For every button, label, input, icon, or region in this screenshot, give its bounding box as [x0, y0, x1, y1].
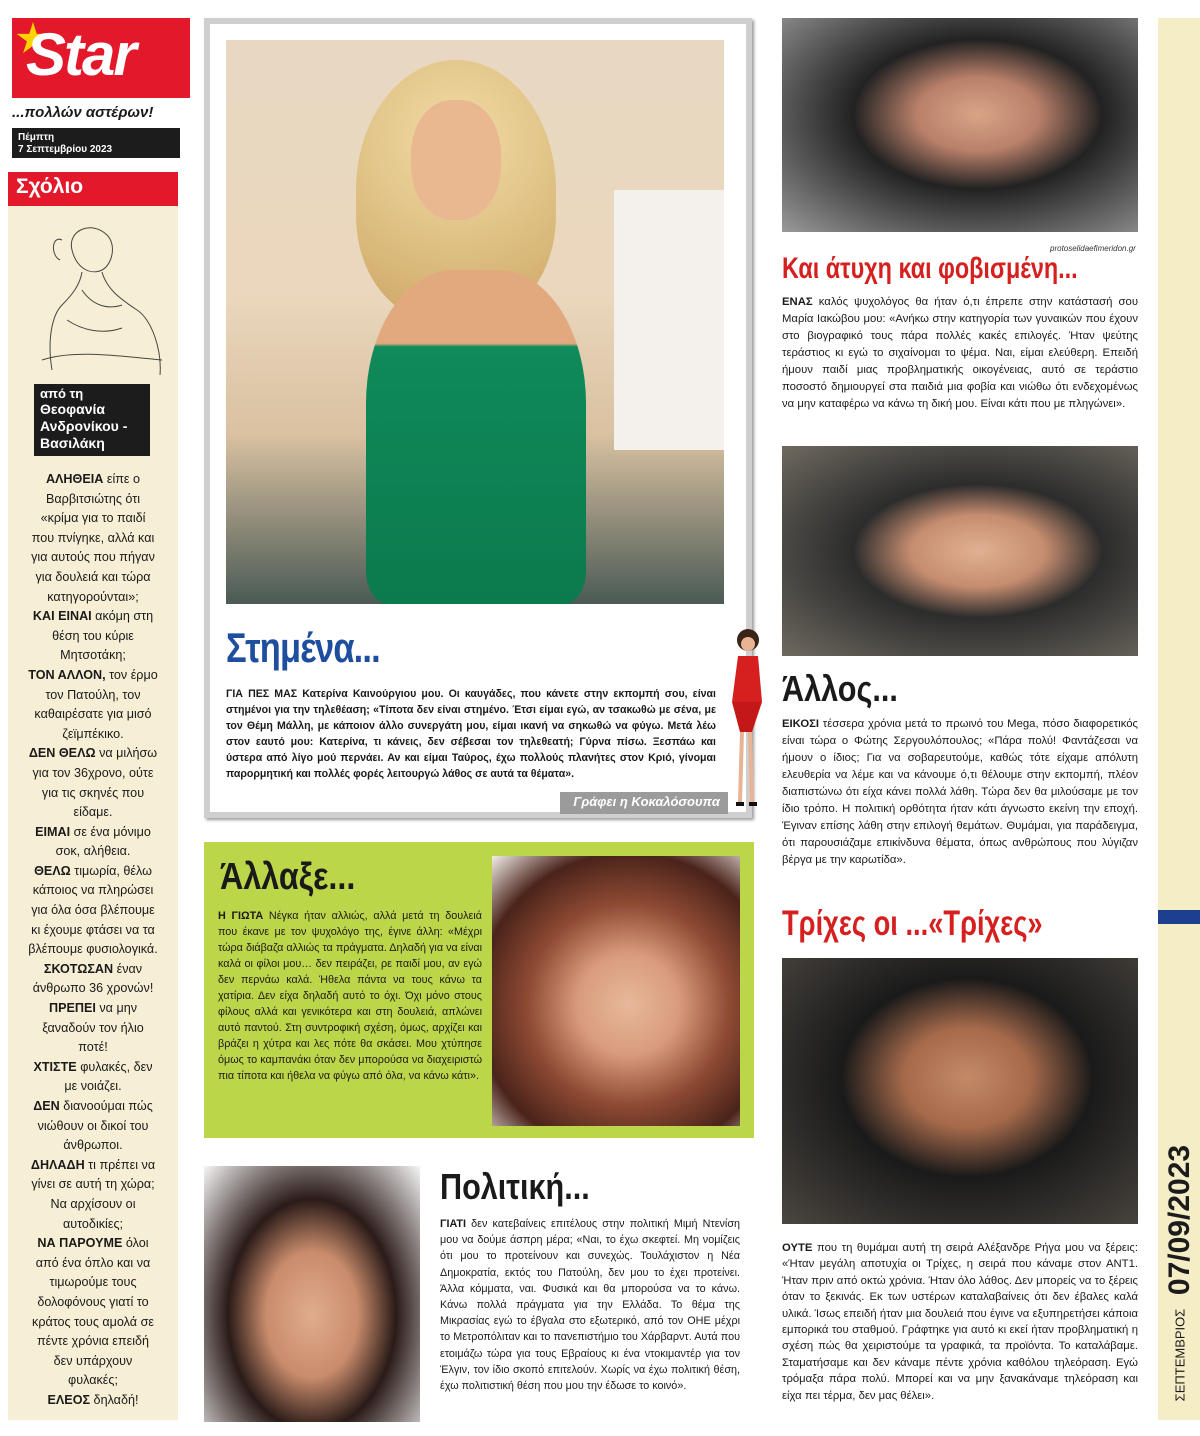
comment-paragraph: ΘΕΛΩ τιμωρία, θέλω κάποιος να πληρώσει για όλα όσα βλέπουμε κι έχουμε φτάσει να τα βλέπουμε φυσιολογικά. [28, 863, 158, 957]
allaxe-photo[interactable] [492, 856, 740, 1126]
comment-paragraph: ΑΛΗΘΕΙΑ είπε ο Βαρβιτσιώτης ότι «κρίμα για το παιδί που πνίγηκε, αλλά και για αυτούς που πήγαν για δουλειά και τώρα κατηγορούνται»; [31, 472, 155, 604]
issue-day: Πέμπτη [18, 132, 55, 143]
politiki-lead: ΓΙΑΤΙ [440, 1218, 466, 1230]
tagline: ...πολλών αστέρων! [12, 104, 154, 121]
comment-paragraph: ΚΑΙ ΕΙΝΑΙ ακόμη στη θέση του κύριε Μητσοτάκη; [32, 609, 154, 663]
strip-month-text: ΣΕΠΤΕΜΒΡΙΟΣ [1172, 1308, 1188, 1402]
allaxe-text: Νέγκα ήταν αλλιώς, αλλά μετά τη δουλειά που έκανε με τον ψυχολόγο της, έγινε άλλη: «Μέχρι τώρα διάβαζα αλλιώς τα πράγματα. Δηλαδή για να είναι καλά οι φίλοι μου… δεν πειράζει, ρε παιδί μου, αν εγώ δεν περνάω καλά. Ήθελα πάντα να τους κάνω τα χατίρια. Δεν είχα δηλαδή αυτό το όχι. Όχι μόνο στους φίλους αλλά και γενικότερα και στη δουλειά, απλώνει αυτό παντού. Στη συντροφική σχέση, όμως, αρχίζει και βράζει η χύτρα και λες πότε θα σκάσει. Μου χτύπησε όμως το καμπανάκι όταν δεν μπορούσα να διαχειριστώ πια τίποτα και ήθελα να φύγω από όλα, να κάνω κάτι». [218, 910, 482, 1082]
comment-paragraph: ΠΡΕΠΕΙ να μην ξαναδούν τον ήλιο ποτέ! [42, 1001, 144, 1055]
trixes-photo[interactable] [782, 958, 1138, 1224]
comment-paragraph: ΣΚΟΤΩΣΑΝ έναν άνθρωπο 36 χρονών! [32, 961, 154, 996]
politiki-body [440, 1216, 740, 1394]
photo-wall [614, 190, 724, 450]
atyxi-photo[interactable] [782, 18, 1138, 232]
feature-lead: ΓΙΑ ΠΕΣ ΜΑΣ [226, 688, 298, 700]
columnist-signature: Γράφει η Κοκαλόσουπα [560, 792, 728, 814]
comment-paragraph: ΕΛΕΟΣ δηλαδή! [47, 1392, 139, 1407]
issue-date-box [12, 128, 180, 158]
allos-body [782, 716, 1138, 869]
comment-paragraph: ΝΑ ΠΑΡΟΥΜΕ όλοι από ένα όπλο και να τιμωρούμε τους δολοφόνους γιατί το κράτος τους αμολά σε πέντε χρόνια επειδή δεν υπάρχουν φυλακές; [32, 1236, 154, 1388]
author-sketch-illustration [12, 210, 172, 380]
allos-photo[interactable] [782, 446, 1138, 656]
allaxe-body [218, 908, 482, 1084]
comment-paragraph: ΕΙΜΑΙ σε ένα μόνιμο σοκ, αλήθεια. [35, 824, 151, 859]
politiki-text: δεν κατεβαίνεις επιτέλους στην πολιτική Μιμή Ντενίση μου να δούμε άσπρη μέρα; «Ναι, το έχω σκεφτεί. Μη νομίζεις ότι μου το προτείνουν και συνεχώς. Τουλάχιστον η Νέα Δημοκρατία, εκτός του Πατούλη, δεν μου το έχει προτείνει. Άλλα κόμματα, ναι. Φυσικά και θα μπορούσα να το κάνω. Κάνω πολλά πράγματα για την Ελλάδα. Το θέμα της Μικρασίας εγώ το έβγαλα στο εξωτερικό, από τον ΟΗΕ μέχρι το Μετροπόλιταν και το πανεπιστήμιο του Χάρβαρντ. Αυτά που ετοιμάζω τώρα για τους Εβραίους κι ένα ντοκιμαντέρ για τον Έλγιν, τον ίδιο σκοπό επιτελούν. Χωρίς να έχω πολιτική θέση, έχω πολιτιστική θέση που μου την έδωσε το κοινό». [440, 1218, 740, 1393]
allaxe-headline: Άλλαξε... [220, 856, 356, 898]
comment-body [28, 470, 158, 1411]
left-column [0, 0, 186, 1436]
strip-date-text: 07/09/2023 [1163, 1144, 1196, 1296]
atyxi-text: καλός ψυχολόγος θα ήταν ό,τι έπρεπε στην κατάστασή σου Μαρία Ιακώβου μου: «Ανήκω στην κατηγορία των γυναικών που έχουν στο βιογραφικό τους πάρα πολλές κακές επιλογές. Ήταν ψεύτης τεράστιος κι εγώ το σιχαίνομαι το ψέμα. Ναι, είμαι ελεύθερη. Επειδή ήμουν παιδί μιας προβληματικής οικογένειας, αυτό σε τεράστιο ποσοστό δημιουργεί στα παιδιά μια φοβία και νιώθω ότι ενδεχομένως να μην καταφέρω να κάνω τη δική μου. Είναι κάτι που με πληγώνει». [782, 296, 1138, 410]
allos-headline: Άλλος... [782, 668, 898, 709]
strip-marker [1158, 910, 1200, 924]
trixes-headline: Τρίχες οι ...«Τρίχες» [782, 904, 1043, 943]
issue-date: 7 Σεπτεμβρίου 2023 [18, 144, 113, 155]
atyxi-body [782, 294, 1138, 413]
photo-swimsuit [366, 270, 586, 604]
trixes-lead: ΟΥΤΕ [782, 1242, 813, 1254]
comment-paragraph: ΧΤΙΣΤΕ φυλακές, δεν με νοιάζει. [33, 1059, 153, 1094]
allos-lead: ΕΙΚΟΣΙ [782, 718, 820, 730]
author-name-line-1: Θεοφανία [40, 401, 105, 417]
comment-paragraph: ΔΕΝ ΘΕΛΩ να μιλήσω για τον 36χρονο, ούτε για τις σκηνές που είδαμε. [28, 746, 158, 820]
atyxi-lead: ΕΝΑΣ [782, 296, 813, 308]
author-name-line-3: Βασιλάκη [40, 435, 105, 451]
star-logo[interactable] [12, 18, 190, 98]
feature-photo[interactable] [226, 40, 724, 604]
strip-date [1160, 1140, 1200, 1300]
trixes-body [782, 1240, 1138, 1404]
byline-prefix: από τη [40, 386, 84, 401]
feature-body [226, 686, 716, 782]
trixes-text: που τη θυμάμαι αυτή τη σειρά Αλέξανδρε Ρήγα μου να ξέρεις: «Ήταν μεγάλη αποτυχία οι Τρίχες, η σειρά που κάναμε στον ΑΝΤ1. Ήταν πριν από οκτώ χρόνια. Ήταν όλο λάθος. Δεν μπορείς να το ξέρεις όταν το ξεκινάς. Εκ των υστέρων καταλαβαίνεις ότι δεν έβαλες καλά υλικά. Ίσως επειδή ήταν μια δουλειά που έγινε να εξυπηρετήσει κάποια εμπορικά του σταθμού. Γράφτηκε για αυτό κι εκεί ήταν προβληματική η σχέση πώς θα χειριστούμε τα γραφικά, τα προϊόντα. Το καταλάβαμε. Σταματήσαμε και δεν κάναμε πέντε χρόνια καθόλου τηλεόραση. Εγώ τρόμαξα πάρα πολύ. Μπορεί και να μην ξανακάναμε τηλεόραση και είχα πει τέρμα, δεν μας θέλει». [782, 1242, 1138, 1402]
atyxi-headline: Και άτυχη και φοβισμένη... [782, 252, 1078, 285]
feature-headline: Στημένα... [226, 624, 380, 671]
logo-text: Star [26, 21, 135, 88]
watermark: protoselidaefimeridon.gr [1050, 244, 1136, 253]
politiki-photo[interactable] [204, 1166, 420, 1422]
author-name-line-2: Ανδρονίκου - [40, 418, 128, 434]
comment-byline [34, 384, 150, 456]
comment-paragraph: ΔΗΛΑΔΗ τι πρέπει να γίνει σε αυτή τη χώρα; Να αρχίσουν οι αυτοδικίες; [30, 1157, 156, 1231]
allos-text: τέσσερα χρόνια μετά το πρωινό του Mega, πόσο διαφορετικός είναι τώρα ο Φώτης Σεργουλόπουλος; «Πάρα πολύ! Φαντάζεσαι να ήμουν ο ίδιος; Για να σοβαρευτούμε, καθώς τότε είχαμε απόλυτη ελευθερία να λέμε και να κάνουμε ό,τι θέλουμε στην εκπομπή, πλέον διαπιστώνω ότι είχα κάνει πολλά λάθη. Τώρα δεν θα μιλούσαμε με τον ίδιο τρόπο. Η πολιτική ορθότητα ήταν κάτι άγνωστο εκείνη την εποχή. Έγιναν επίσης λάθη στην επιλογή θεμάτων. Θυμάμαι, για παράδειγμα, ότι παρουσιάζαμε επικίνδυνα θέματα, όπως ανθρώπους που λύγιζαν βέργα με την καρωτίδα». [782, 718, 1138, 866]
strip-month [1160, 1300, 1200, 1410]
comment-paragraph: ΤΟΝ ΑΛΛΟΝ, τον έρμο τον Πατούλη, τον καθαιρέσατε για μισό ζεϊμπέκικο. [28, 667, 158, 741]
comment-heading: Σχόλιο [8, 172, 178, 206]
photo-face [411, 100, 501, 220]
comment-paragraph: ΔΕΝ διανοούμαι πώς νιώθουν οι δικοί του άνθρωποι. [33, 1099, 153, 1153]
allaxe-lead: Η ΓΙΩΤΑ [218, 910, 264, 922]
columnist-figure-illustration [722, 622, 770, 818]
politiki-headline: Πολιτική... [440, 1166, 590, 1207]
feature-text: Κατερίνα Καινούργιου μου. Οι καυγάδες, που κάνετε στην εκπομπή σου, είναι στημένοι για την τηλεθέαση; «Τίποτα δεν είναι στημένο. Έτσι είμαι εγώ, αν τσακωθώ με σένα, με τον Θέμη Μάλλη, με κάποιον άλλο συνεργάτη μου, είμαι ικανή να σηκωθώ να φύγω. Μετά λέω στον εαυτό μου: Κατερίνα, τι κάνεις, δεν σέβεσαι τον τηλεθεατή; Γύρνα πίσω. Ξεσπάω και ύστερα από λίγο μού περνάει. Αν και είμαι Ταύρος, έχω πολλούς πλανήτες στον Κριό, γίνομαι παρορμητική και πολλές φορές λειτουργώ λάθος σε αυτά τα θέματα». [226, 688, 717, 780]
